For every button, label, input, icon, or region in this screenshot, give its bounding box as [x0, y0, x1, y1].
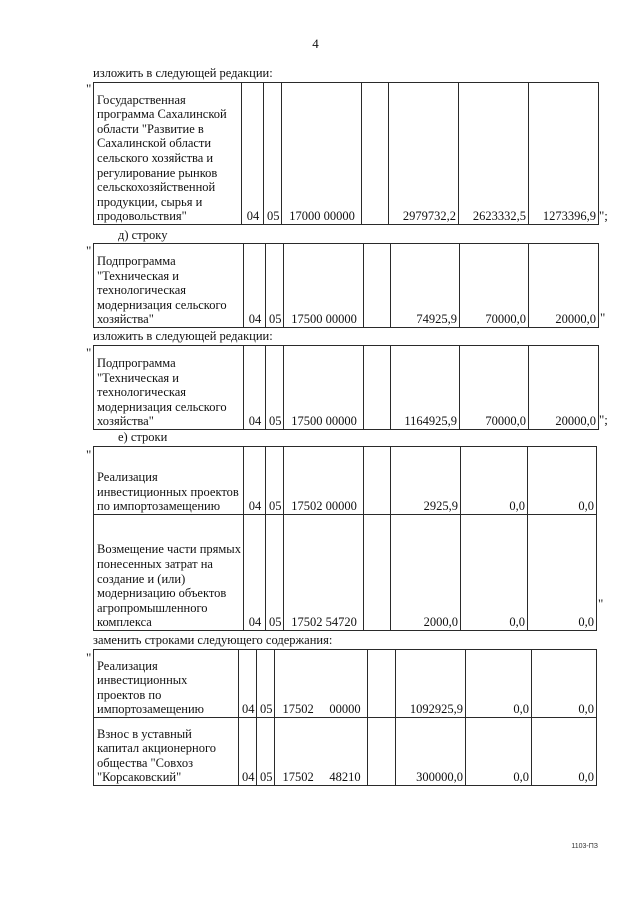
expense-type-code [364, 244, 391, 328]
table-row [94, 346, 599, 430]
section-code: 04 [242, 83, 264, 225]
amount-year-3: 0,0 [532, 650, 597, 718]
row-name: Подпрограмма "Техническая и технологическая модернизация сельского хозяйства" [94, 244, 244, 328]
amount-year-1: 300000,0 [396, 718, 466, 786]
amount-year-2: 0,0 [466, 650, 532, 718]
budget-table-block [93, 345, 599, 430]
table-row [94, 447, 597, 515]
row-name: Возмещение части прямых понесенных затрат на создание и (или) модернизацию объектов агропромышленного комплекса [94, 515, 244, 631]
instruction-text: д) строку [118, 228, 168, 242]
close-quote: " [598, 596, 604, 611]
subsection-code: 05 [266, 346, 284, 430]
open-quote: " [86, 81, 92, 96]
amount-year-2: 0,0 [466, 718, 532, 786]
table-row [94, 244, 599, 328]
amount-year-2: 2623332,5 [459, 83, 529, 225]
row-name: Государственная программа Сахалинской области "Развитие в Сахалинской области сельского хозяйства и регулирование рынков сельскохозяйственной продукции, сырья и продовольствия" [94, 83, 242, 225]
table-row [94, 650, 597, 718]
amount-year-1: 2925,9 [391, 447, 461, 515]
section-code: 04 [239, 718, 257, 786]
target-article-code: 17502 00000 [284, 447, 364, 515]
target-article-code: 17500 00000 [284, 346, 364, 430]
amount-year-3: 20000,0 [529, 346, 599, 430]
budget-table-block [93, 446, 597, 631]
close-quote: "; [599, 412, 608, 427]
section-code: 04 [244, 447, 266, 515]
amount-year-2: 0,0 [461, 447, 528, 515]
target-article-code: 17000 00000 [282, 83, 362, 225]
amount-year-2: 70000,0 [460, 244, 529, 328]
close-quote: " [600, 310, 606, 325]
document-stamp: 1103-ПЗ [571, 843, 598, 851]
amount-year-3: 20000,0 [529, 244, 599, 328]
expense-type-code [364, 447, 391, 515]
expense-type-code [368, 718, 396, 786]
row-name: Взнос в уставный капитал акционерного общества "Совхоз "Корсаковский" [94, 718, 239, 786]
amount-year-2: 70000,0 [460, 346, 529, 430]
amount-year-1: 2000,0 [391, 515, 461, 631]
amount-year-1: 2979732,2 [389, 83, 459, 225]
target-article-code: 17502 48210 [275, 718, 368, 786]
target-article-code: 17500 00000 [284, 244, 364, 328]
open-quote: " [86, 447, 92, 462]
expense-type-code [362, 83, 389, 225]
instruction-text: изложить в следующей редакции: [93, 329, 273, 343]
close-quote: "; [599, 208, 608, 223]
open-quote: " [86, 345, 92, 360]
subsection-code: 05 [257, 718, 275, 786]
amount-year-3: 0,0 [528, 447, 597, 515]
subsection-code: 05 [266, 515, 284, 631]
instruction-text: е) строки [118, 430, 168, 444]
open-quote: " [86, 243, 92, 258]
amount-year-1: 1164925,9 [391, 346, 460, 430]
table-row [94, 515, 597, 631]
amount-year-3: 0,0 [528, 515, 597, 631]
amount-year-1: 1092925,9 [396, 650, 466, 718]
row-name: Подпрограмма "Техническая и технологическая модернизация сельского хозяйства" [94, 346, 244, 430]
open-quote: " [86, 650, 92, 665]
expense-type-code [364, 346, 391, 430]
budget-table-block [93, 82, 599, 225]
subsection-code: 05 [257, 650, 275, 718]
table-row [94, 83, 599, 225]
target-article-code: 17502 00000 [275, 650, 368, 718]
amount-year-3: 0,0 [532, 718, 597, 786]
section-code: 04 [244, 244, 266, 328]
instruction-text: заменить строками следующего содержания: [93, 633, 333, 647]
subsection-code: 05 [266, 447, 284, 515]
amount-year-1: 74925,9 [391, 244, 460, 328]
amount-year-3: 1273396,9 [529, 83, 599, 225]
row-name: Реализация инвестиционных проектов по импортозамещению [94, 650, 239, 718]
table-row [94, 718, 597, 786]
budget-table-block [93, 649, 597, 786]
expense-type-code [364, 515, 391, 631]
subsection-code: 05 [266, 244, 284, 328]
target-article-code: 17502 54720 [284, 515, 364, 631]
instruction-text: изложить в следующей редакции: [93, 66, 273, 80]
budget-table-block [93, 243, 599, 328]
expense-type-code [368, 650, 396, 718]
section-code: 04 [244, 515, 266, 631]
section-code: 04 [244, 346, 266, 430]
row-name: Реализация инвестиционных проектов по импортозамещению [94, 447, 244, 515]
subsection-code: 05 [264, 83, 282, 225]
section-code: 04 [239, 650, 257, 718]
page-number: 4 [312, 36, 319, 51]
amount-year-2: 0,0 [461, 515, 528, 631]
